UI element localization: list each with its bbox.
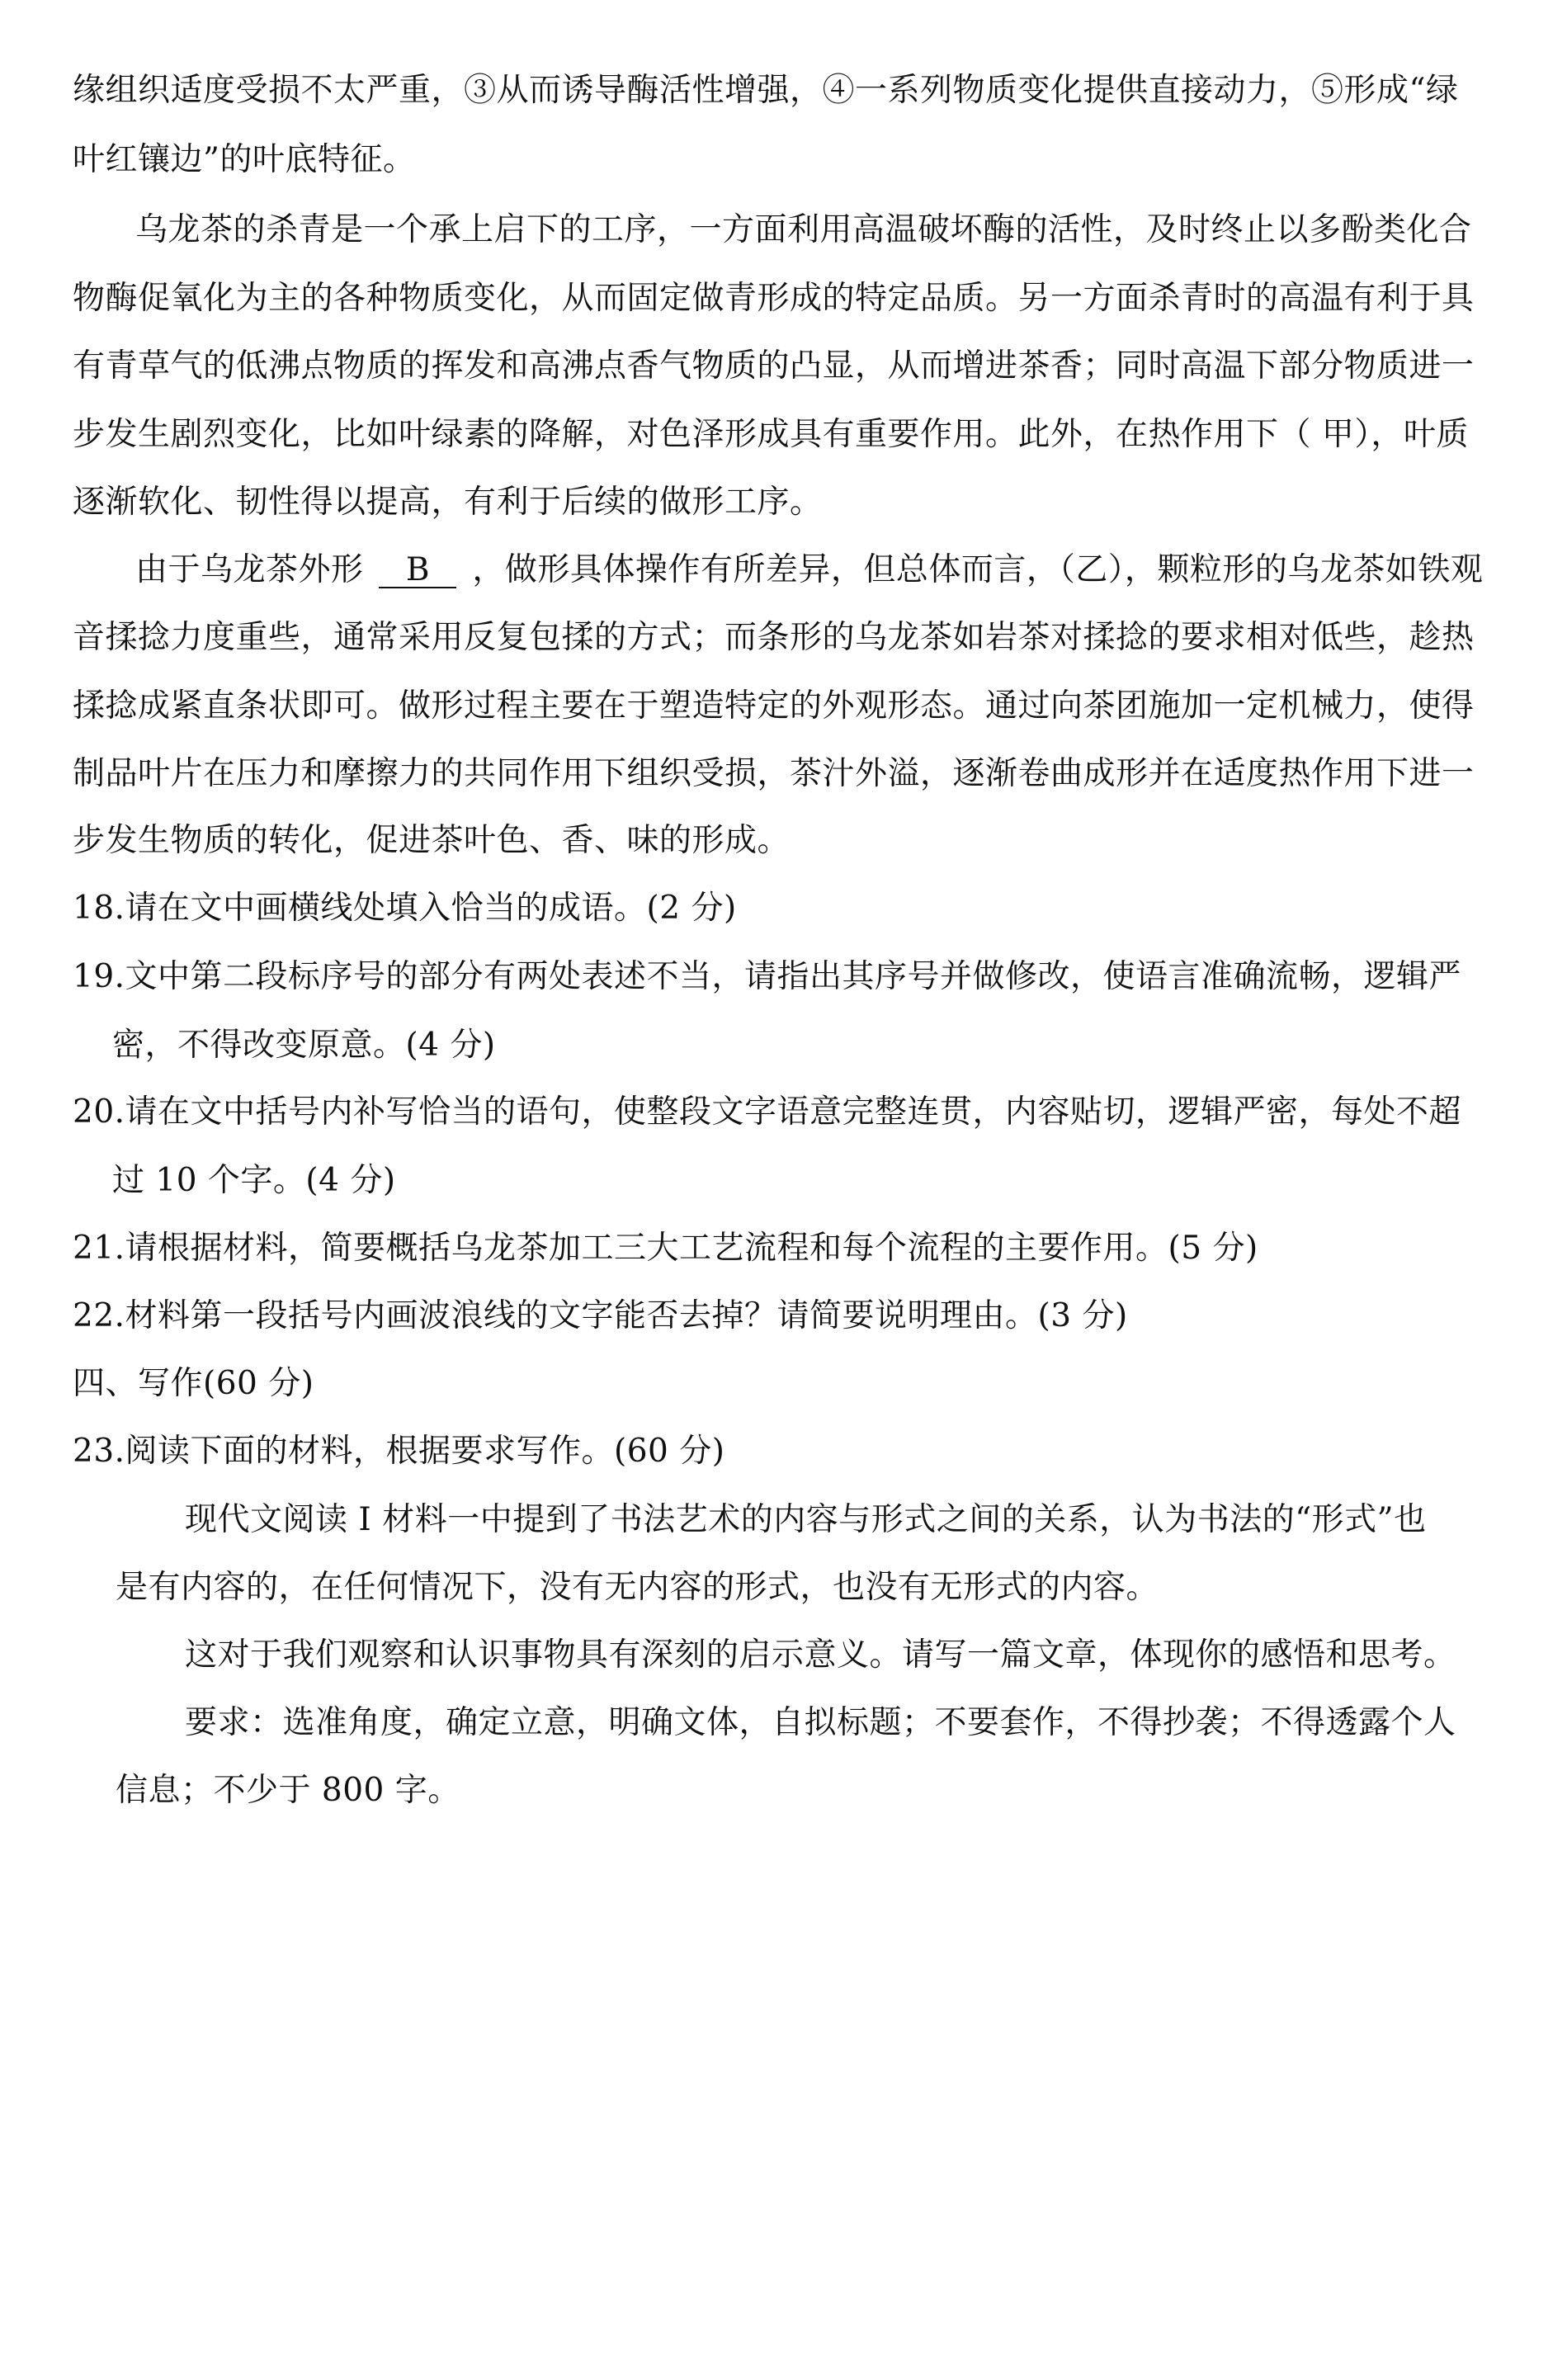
question-19-line-2: 密，不得改变原意。(4 分) xyxy=(112,1027,496,1064)
fill-in-blank: B xyxy=(379,554,456,588)
question-19-line-1: 19.文中第二段标序号的部分有两处表述不当，请指出其序号并做修改，使语言准确流畅，逻辑严 xyxy=(73,958,1462,995)
paragraph-3-line-1-after: ，做形具体操作有所差异，但总体而言，（乙），颗粒形的乌龙茶如铁观 xyxy=(472,551,1484,588)
material-line-3: 这对于我们观察和认识事物具有深刻的启示意义。请写一篇文章，体现你的感悟和思考。 xyxy=(185,1636,1456,1674)
question-23: 23.阅读下面的材料，根据要求写作。(60 分) xyxy=(73,1433,725,1470)
material-line-2: 是有内容的，在任何情况下，没有无内容的形式，也没有无形式的内容。 xyxy=(116,1569,1159,1606)
paragraph-2-line-1: 乌龙茶的杀青是一个承上启下的工序，一方面利用高温破坏酶的活性，及时终止以多酚类化合 xyxy=(135,211,1472,248)
question-20-line-2: 过 10 个字。(4 分) xyxy=(112,1162,396,1199)
question-22: 22.材料第一段括号内画波浪线的文字能否去掉？请简要说明理由。(3 分) xyxy=(73,1297,1128,1334)
paragraph-3-line-1 xyxy=(135,550,1483,590)
question-20-line-1: 20.请在文中括号内补写恰当的语句，使整段文字语意完整连贯，内容贴切，逻辑严密，每处不超 xyxy=(73,1093,1462,1131)
paragraph-3-line-5: 步发生物质的转化，促进茶叶色、香、味的形成。 xyxy=(73,822,791,859)
paragraph-2-line-2: 物酶促氧化为主的各种物质变化，从而固定做青形成的特定品质。另一方面杀青时的高温有利于具 xyxy=(73,280,1475,317)
paragraph-2-line-3: 有青草气的低沸点物质的挥发和高沸点香气物质的凸显，从而增进茶香；同时高温下部分物质进一 xyxy=(73,347,1475,385)
paragraph-1-line-2: 叶红镶边”的叶底特征。 xyxy=(73,141,416,178)
paragraph-3-line-3: 揉捻成紧直条状即可。做形过程主要在于塑造特定的外观形态。通过向茶团施加一定机械力，使得 xyxy=(73,687,1475,725)
requirement-line-1: 要求：选准角度，确定立意，明确文体，自拟标题；不要套作，不得抄袭；不得透露个人 xyxy=(185,1704,1456,1741)
question-18: 18.请在文中画横线处填入恰当的成语。(2 分) xyxy=(73,890,737,927)
requirement-line-2: 信息；不少于 800 字。 xyxy=(116,1772,460,1809)
material-line-1: 现代文阅读 I 材料一中提到了书法艺术的内容与形式之间的关系，认为书法的“形式”也 xyxy=(185,1501,1427,1538)
paragraph-1-line-1: 缘组织适度受损不太严重，③从而诱导酶活性增强，④一系列物质变化提供直接动力，⑤形成“绿 xyxy=(73,72,1459,109)
paragraph-2-line-5: 逐渐软化、韧性得以提高，有利于后续的做形工序。 xyxy=(73,484,823,521)
paragraph-3-line-2: 音揉捻力度重些，通常采用反复包揉的方式；而条形的乌龙茶如岩茶对揉捻的要求相对低些，趁热 xyxy=(73,619,1475,656)
paragraph-3-line-4: 制品叶片在压力和摩擦力的共同作用下组织受损，茶汁外溢，逐渐卷曲成形并在适度热作用下进一 xyxy=(73,755,1475,792)
question-21: 21.请根据材料，简要概括乌龙茶加工三大工艺流程和每个流程的主要作用。(5 分) xyxy=(73,1230,1258,1267)
paragraph-2-line-4: 步发生剧烈变化，比如叶绿素的降解，对色泽形成具有重要作用。此外，在热作用下（ 甲），叶质 xyxy=(73,416,1469,453)
paragraph-3-line-1-before: 由于乌龙茶外形 xyxy=(135,551,364,588)
section-4-heading: 四、写作(60 分) xyxy=(73,1365,314,1402)
